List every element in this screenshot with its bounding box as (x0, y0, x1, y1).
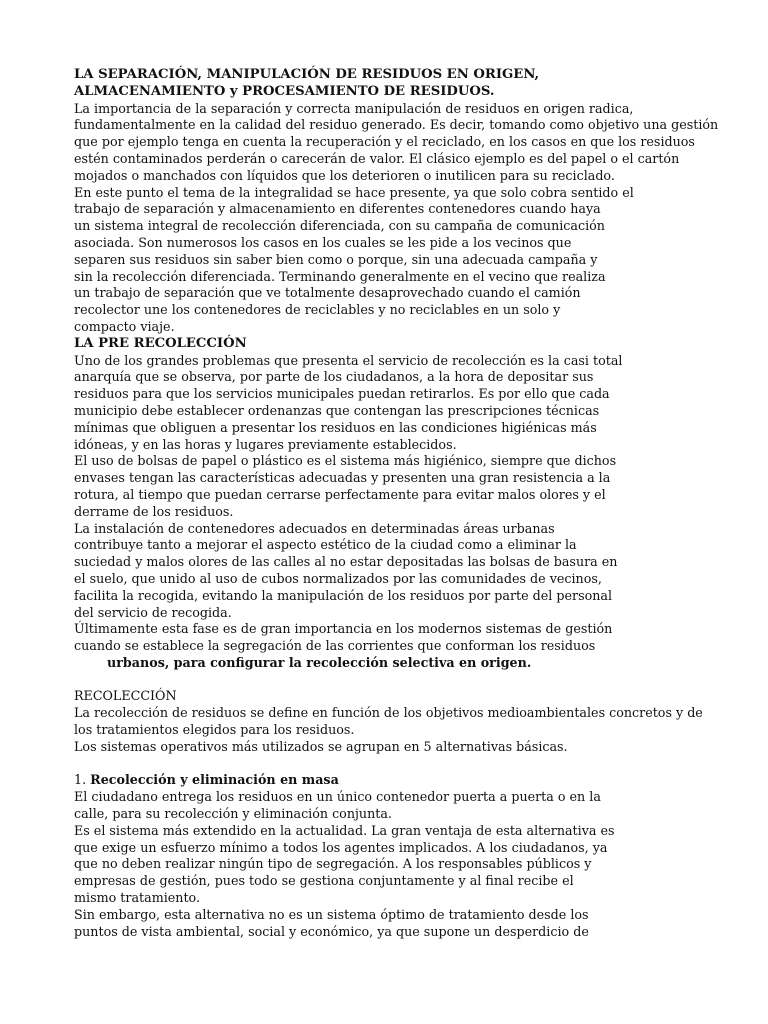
text-line: Últimamente esta fase es de gran importancia en los modernos sistemas de gestión (74, 621, 613, 637)
text-line: anarquía que se observa, por parte de los ciudadanos, a la hora de depositar sus (74, 369, 594, 385)
text-line: El ciudadano entrega los residuos en un único contenedor puerta a puerta o en la (74, 789, 601, 805)
text-line: mojados o manchados con líquidos que los deterioren o inutilicen para su reciclado. (74, 167, 615, 183)
text-line: Sin embargo, esta alternativa no es un sistema óptimo de tratamiento desde los (74, 906, 589, 922)
text-line: facilita la recogida, evitando la manipulación de los residuos por parte del personal (74, 587, 613, 603)
text-line: mismo tratamiento. (74, 890, 201, 906)
text-line: fundamentalmente en la calidad del residuo generado. Es decir, tomando como objetivo una gestión (74, 117, 719, 133)
text-line: que por ejemplo tenga en cuenta la recuperación y el reciclado, en los casos en que los residuos (74, 134, 695, 150)
list-item-title: Recolección y eliminación en masa (90, 772, 339, 788)
text-line: sin la recolección diferenciada. Terminando generalmente en el vecino que realiza (74, 268, 606, 284)
text-line: Los sistemas operativos más utilizados se agrupan en 5 alternativas básicas. (74, 738, 568, 754)
text-line: compacto viaje. (74, 318, 175, 334)
text-line: un sistema integral de recolección diferenciada, con su campaña de comunicación (74, 218, 605, 234)
text-line: envases tengan las características adecuadas y presenten una gran resistencia a la (74, 470, 611, 486)
text-line: que exige un esfuerzo mínimo a todos los agentes implicados. A los ciudadanos, ya (74, 839, 608, 855)
pre-recoleccion-paragraph (74, 353, 724, 672)
text-line: un trabajo de separación que ve totalmente desaprovechado cuando el camión (74, 285, 581, 301)
text-line: que no deben realizar ningún tipo de segregación. A los responsables públicos y (74, 856, 592, 872)
text-line: del servicio de recogida. (74, 604, 232, 620)
list-item-heading (74, 772, 724, 789)
document-body (74, 67, 724, 940)
text-line: los tratamientos elegidos para los residuos. (74, 722, 355, 738)
text-line: rotura, al tiempo que puedan cerrarse perfectamente para evitar malos olores y el (74, 486, 606, 502)
text-line: residuos para que los servicios municipales puedan retirarlos. Es por ello que cada (74, 386, 610, 402)
intro-paragraph (74, 101, 724, 336)
document-title (74, 67, 724, 101)
text-line: suciedad y malos olores de las calles al no estar depositadas las bolsas de basura en (74, 554, 618, 570)
text-line: empresas de gestión, pues todo se gestiona conjuntamente y al final recibe el (74, 873, 574, 889)
text-line: contribuye tanto a mejorar el aspecto estético de la ciudad como a eliminar la (74, 537, 577, 553)
text-line: municipio debe establecer ordenanzas que contengan las prescripciones técnicas (74, 402, 600, 418)
text-line: El uso de bolsas de papel o plástico es el sistema más higiénico, siempre que dichos (74, 453, 617, 469)
list-item-number: 1. (74, 772, 87, 788)
text-line: calle, para su recolección y eliminación conjunta. (74, 806, 392, 822)
text-line: asociada. Son numerosos los casos en los cuales se les pide a los vecinos que (74, 234, 572, 250)
text-line: mínimas que obliguen a presentar los residuos en las condiciones higiénicas más (74, 419, 597, 435)
text-line: recolector une los contenedores de reciclables y no reciclables en un solo y (74, 302, 561, 318)
title-line: LA SEPARACIÓN, MANIPULACIÓN DE RESIDUOS EN ORIGEN, (74, 67, 540, 82)
text-line: cuando se establece la segregación de las corrientes que conforman los residuos (74, 638, 596, 654)
section-heading-pre-recoleccion: LA PRE RECOLECCIÓN (74, 335, 247, 351)
text-line: La importancia de la separación y correcta manipulación de residuos en origen radica, (74, 100, 634, 116)
text-line: puntos de vista ambiental, social y económico, ya que supone un desperdicio de (74, 923, 589, 939)
text-line: La instalación de contenedores adecuados en determinadas áreas urbanas (74, 520, 555, 536)
spacer (74, 756, 724, 773)
title-line: ALMACENAMIENTO y PROCESAMIENTO DE RESIDUOS. (74, 83, 495, 99)
text-line: el suelo, que unido al uso de cubos normalizados por las comunidades de vecinos, (74, 570, 602, 586)
recoleccion-paragraph (74, 705, 724, 755)
text-line: Uno de los grandes problemas que presenta el servicio de recolección es la casi total (74, 352, 623, 368)
item1-paragraph (74, 789, 724, 940)
text-line: trabajo de separación y almacenamiento en diferentes contenedores cuando haya (74, 201, 601, 217)
text-line: La recolección de residuos se define en función de los objetivos medioambientales concretos y de (74, 705, 703, 721)
text-line: estén contaminados perderán o carecerán de valor. El clásico ejemplo es del papel o el cartón (74, 150, 680, 166)
text-line-emphasis: urbanos, para configurar la recolección selectiva en origen. (107, 654, 532, 670)
text-line: idóneas, y en las horas y lugares previamente establecidos. (74, 436, 457, 452)
text-line: Es el sistema más extendido en la actualidad. La gran ventaja de esta alternativa es (74, 822, 615, 838)
text-line: derrame de los residuos. (74, 503, 234, 519)
text-line: separen sus residuos sin saber bien como o porque, sin una adecuada campaña y (74, 251, 598, 267)
text-line: En este punto el tema de la integralidad se hace presente, ya que solo cobra sentido el (74, 184, 634, 200)
spacer (74, 672, 724, 689)
section-heading-recoleccion: RECOLECCIÓN (74, 688, 177, 704)
